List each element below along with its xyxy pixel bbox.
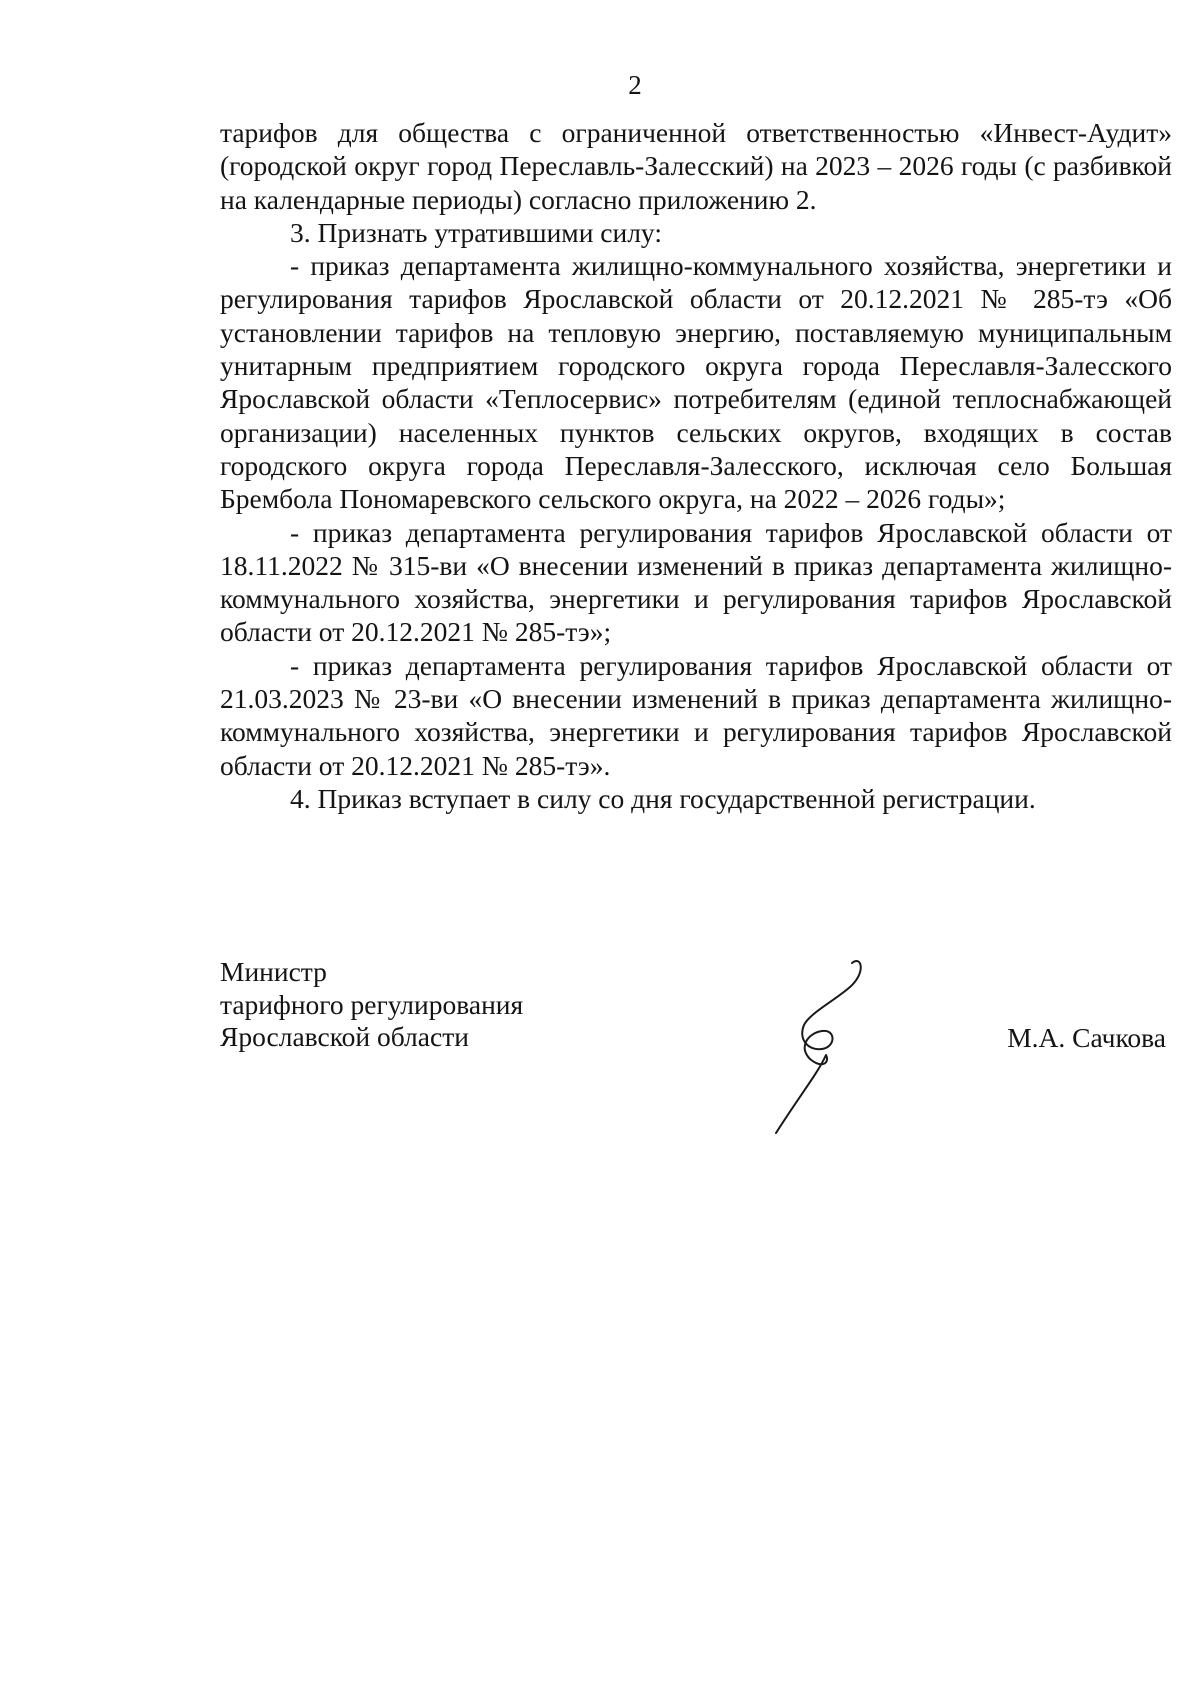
paragraph-repealed-order-285: - приказ департамента жилищно-коммунального хозяйства, энергетики и регулирования тарифов Ярославской области от 20.12.2021 № 285-тэ «Об установлении тарифов на тепловую энергию, поставляемую муниципальным унитарным предприятием городского округа города Переславля-Залесского Ярославской области «Теплосервис» потребителям (единой теплоснабжающей организации) населенных пунктов сельских округов, входящих в состав городского округа города Переславля-Залесского, исключая село Большая Брембола Пономаревского сельского округа, на 2022 – 2026 годы»; — [220, 250, 1172, 515]
paragraph-item-4-effective: 4. Приказ вступает в силу со дня государственной регистрации. — [290, 782, 1036, 814]
paragraph-item-3-heading: 3. Признать утратившими силу: — [290, 216, 662, 248]
paragraph-repealed-order-315: - приказ департамента регулирования тарифов Ярославской области от 18.11.2022 № 315-ви «О внесении изменений в приказ департамента жилищно-коммунального хозяйства, энергетики и регулирования тарифов Ярославской области от 20.12.2021 № 285-тэ»; — [220, 516, 1172, 648]
document-body — [220, 116, 1172, 815]
page-number: 2 — [628, 70, 642, 100]
paragraph-appendix-reference: тарифов для общества с ограниченной ответственностью «Инвест-Аудит» (городской округ город Переславль-Залесский) на 2023 – 2026 годы (с разбивкой на календарные периоды) согласно приложению 2. — [220, 117, 1172, 215]
signatory-name: М.А. Сачкова — [1007, 1022, 1166, 1053]
signatory-title-line: тарифного регулирования — [220, 988, 524, 1020]
signatory-title-line: Министр — [220, 956, 327, 987]
signatory-title-line: Ярославской области — [220, 1021, 469, 1052]
paragraph-repealed-order-23: - приказ департамента регулирования тарифов Ярославской области от 21.03.2023 № 23-ви «О внесении изменений в приказ департамента жилищно-коммунального хозяйства, энергетики и регулирования тарифов Ярославской области от 20.12.2021 № 285-тэ». — [220, 649, 1172, 781]
